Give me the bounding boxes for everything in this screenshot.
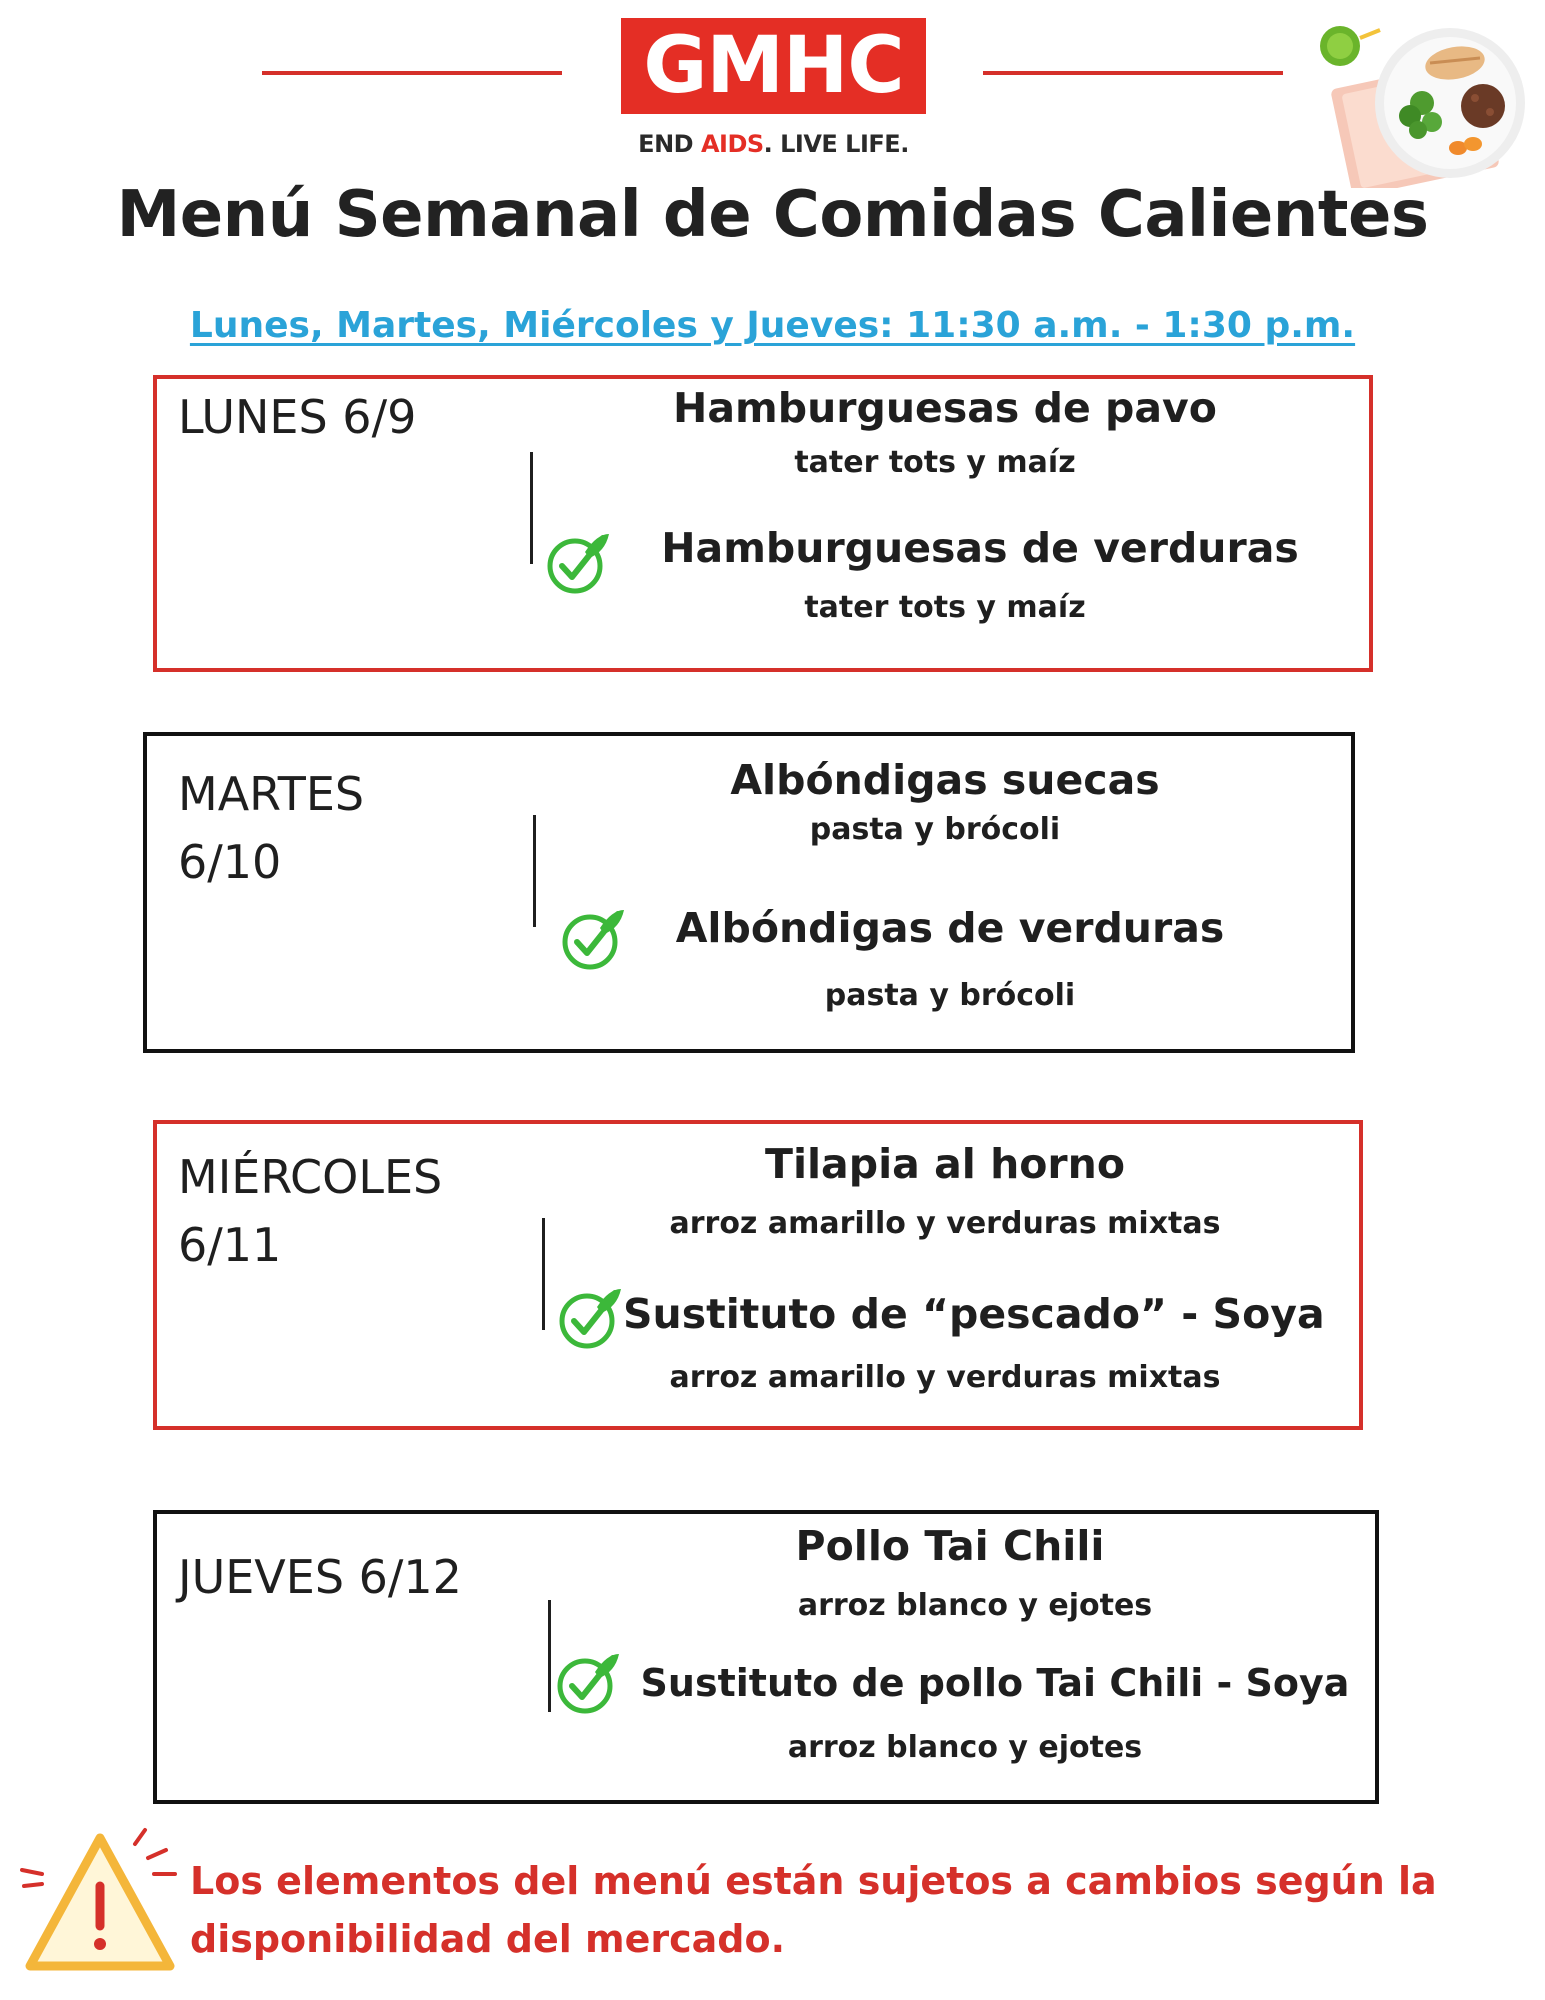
warning-triangle-icon (20, 1826, 180, 1986)
day-label: JUEVES 6/12 (178, 1550, 462, 1604)
veg-dish: Sustituto de pollo Tai Chili - Soya (640, 1661, 1350, 1705)
brand-tagline (621, 130, 926, 158)
veg-sides: arroz blanco y ejotes (787, 1730, 1143, 1765)
day-label: MARTES 6/10 (178, 767, 365, 889)
header-rule-right (983, 71, 1283, 75)
veg-sides: arroz amarillo y verduras mixtas (669, 1360, 1221, 1395)
main-sides: arroz blanco y ejotes (797, 1588, 1153, 1623)
veg-sides: pasta y brócoli (824, 978, 1076, 1013)
veg-sides: tater tots y maíz (804, 590, 1086, 625)
logo-text: GMHC (643, 21, 904, 111)
leaf-check-icon (555, 1650, 621, 1716)
day-divider (548, 1600, 551, 1712)
main-sides: pasta y brócoli (809, 812, 1061, 847)
menu-change-notice: Los elementos del menú están sujetos a cambios según la disponibilidad del mercado. (190, 1859, 1437, 1961)
day-divider (533, 815, 536, 927)
main-dish: Pollo Tai Chili (795, 1522, 1105, 1570)
veg-dish: Sustituto de “pescado” - Soya (623, 1290, 1325, 1338)
main-dish: Tilapia al horno (764, 1140, 1125, 1188)
food-plate-illustration (1310, 18, 1525, 188)
service-hours: Lunes, Martes, Miércoles y Jueves: 11:30 a.m. - 1:30 p.m. (189, 305, 1356, 346)
tagline-end: END (638, 130, 701, 158)
leaf-check-icon (557, 1285, 623, 1351)
header-rule-left (262, 71, 562, 75)
leaf-check-icon (545, 530, 611, 596)
gmhc-logo (621, 18, 926, 114)
main-sides: arroz amarillo y verduras mixtas (669, 1206, 1221, 1241)
day-divider (542, 1218, 545, 1330)
page-title: Menú Semanal de Comidas Calientes (116, 178, 1429, 252)
day-label: LUNES 6/9 (178, 390, 417, 444)
day-label: MIÉRCOLES 6/11 (178, 1150, 443, 1272)
tagline-live-life: . LIVE LIFE. (763, 130, 909, 158)
veg-dish: Hamburguesas de verduras (661, 524, 1299, 572)
main-dish: Albóndigas suecas (730, 756, 1160, 804)
day-divider (530, 452, 533, 564)
veg-dish: Albóndigas de verduras (675, 904, 1225, 952)
main-dish: Hamburguesas de pavo (673, 384, 1217, 432)
main-sides: tater tots y maíz (794, 445, 1076, 480)
tagline-aids: AIDS (700, 130, 764, 158)
